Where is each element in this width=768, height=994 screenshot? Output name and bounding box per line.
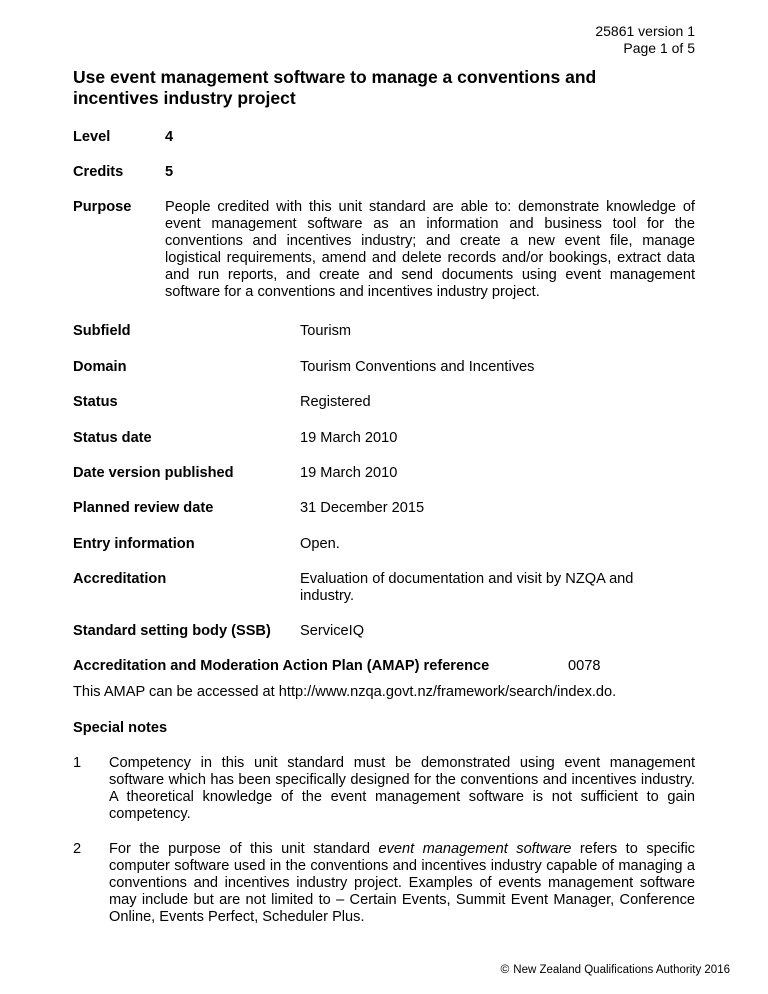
note-1-text: Competency in this unit standard must be demonstrated using event management software which has been specifically designed for the conventions and incentives industry. A theoretical knowledge of the event management software is not sufficient to gain competency. bbox=[109, 755, 695, 822]
special-notes-heading: Special notes bbox=[73, 720, 168, 736]
entry-information-value: Open. bbox=[300, 536, 340, 552]
document-id-version: 25861 version 1 bbox=[595, 23, 695, 39]
subfield-value: Tourism bbox=[300, 323, 352, 339]
date-published-value: 19 March 2010 bbox=[300, 465, 398, 481]
document-title: Use event management software to manage a conventions and incentives industry project bbox=[73, 67, 597, 108]
amap-value: 0078 bbox=[568, 658, 601, 674]
domain-label: Domain bbox=[73, 359, 127, 375]
note-2-text-pre: For the purpose of this unit standard bbox=[109, 841, 379, 857]
status-date-value: 19 March 2010 bbox=[300, 430, 398, 446]
date-published-label: Date version published bbox=[73, 465, 234, 481]
accreditation-value: Evaluation of documentation and visit by NZQA and industry. bbox=[300, 571, 634, 604]
credits-value: 5 bbox=[165, 164, 174, 180]
page-number: Page 1 of 5 bbox=[623, 40, 695, 56]
ssb-label: Standard setting body (SSB) bbox=[73, 623, 271, 639]
footer-copyright bbox=[500, 962, 730, 977]
purpose-label: Purpose bbox=[73, 199, 132, 215]
note-2-number: 2 bbox=[73, 841, 82, 857]
copyright-icon: © bbox=[500, 962, 510, 976]
status-value: Registered bbox=[300, 394, 371, 410]
status-date-label: Status date bbox=[73, 430, 152, 446]
level-label: Level bbox=[73, 129, 111, 145]
level-value: 4 bbox=[165, 129, 174, 145]
amap-access-text: This AMAP can be accessed at http://www.nzqa.govt.nz/framework/search/index.do. bbox=[73, 684, 617, 700]
review-date-label: Planned review date bbox=[73, 500, 214, 516]
accreditation-label: Accreditation bbox=[73, 571, 167, 587]
review-date-value: 31 December 2015 bbox=[300, 500, 425, 516]
entry-information-label: Entry information bbox=[73, 536, 195, 552]
ssb-value: ServiceIQ bbox=[300, 623, 365, 639]
footer-text: New Zealand Qualifications Authority 2016 bbox=[513, 964, 730, 976]
subfield-label: Subfield bbox=[73, 323, 131, 339]
note-2-text-post: refers to specific computer software used in the conventions and incentives industry capable of managing a conventions and incentives industry project. Examples of events management software may include but are not limited to – Certain Events, Summit Event Manager, Conference Online, Events Perfect, Scheduler Plus. bbox=[109, 841, 695, 925]
amap-label: Accreditation and Moderation Action Plan (AMAP) reference bbox=[73, 658, 490, 674]
note-2-text bbox=[109, 841, 695, 926]
credits-label: Credits bbox=[73, 164, 124, 180]
domain-value: Tourism Conventions and Incentives bbox=[300, 359, 535, 375]
note-2-term: event management software bbox=[378, 841, 572, 857]
note-1-number: 1 bbox=[73, 755, 82, 771]
purpose-text: People credited with this unit standard are able to: demonstrate knowledge of event management software as an information and business tool for the conventions and incentives industry; and create a new event file, manage logistical requirements, amend and delete records and/or bookings, extract data and run reports, and create and send documents using event management software for a conventions and incentives industry project. bbox=[165, 199, 695, 300]
status-label: Status bbox=[73, 394, 118, 410]
